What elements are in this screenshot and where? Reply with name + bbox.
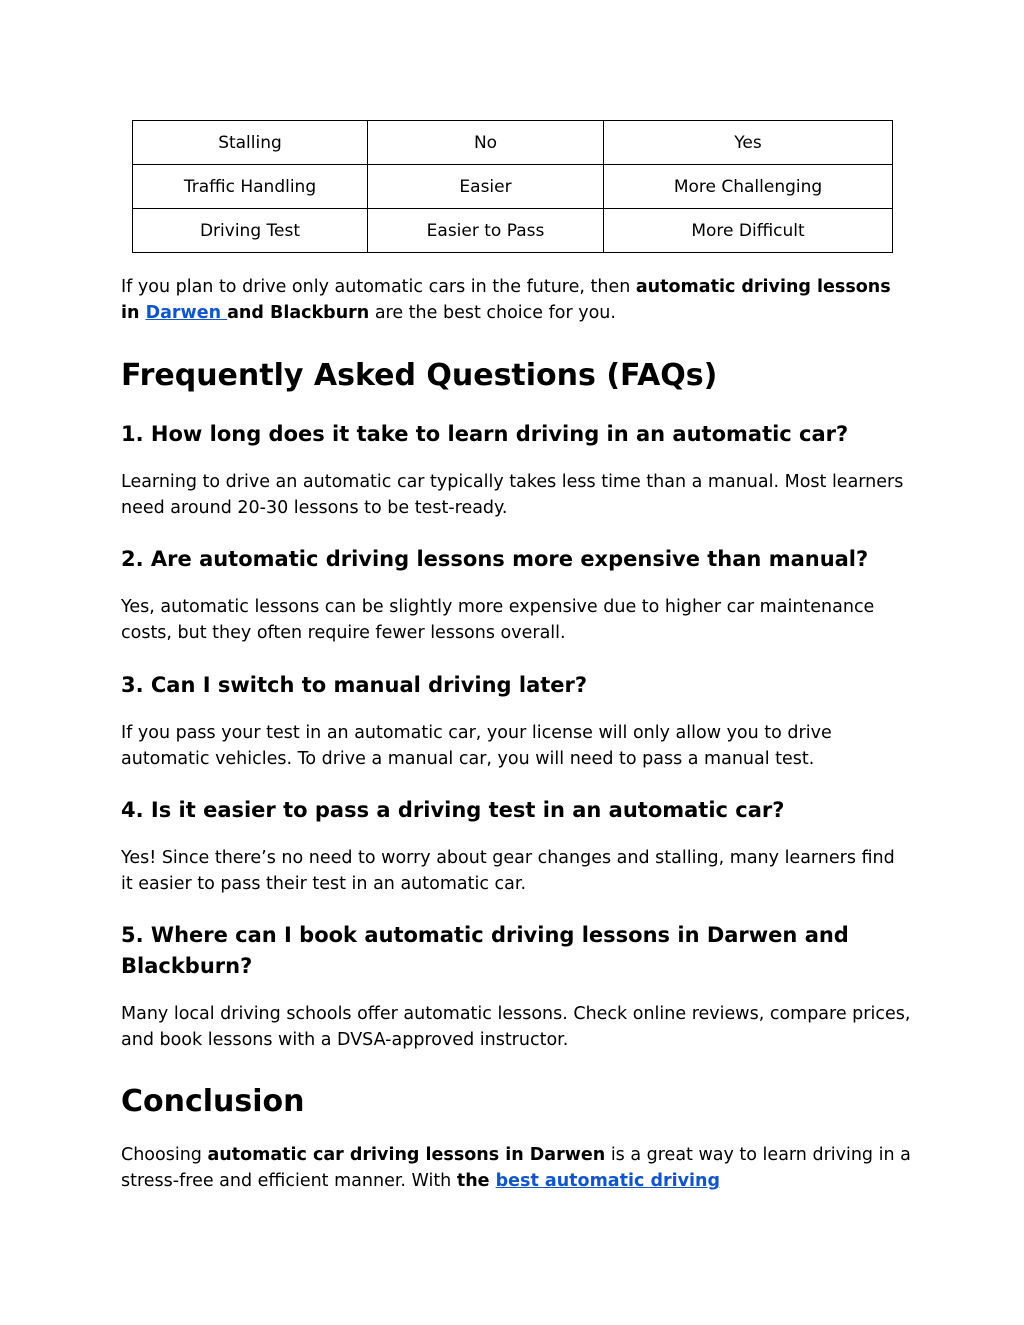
table-cell: Yes: [604, 121, 893, 165]
faq-question: 5. Where can I book automatic driving lessons in Darwen and Blackburn?: [121, 923, 849, 978]
table-cell: Stalling: [133, 121, 368, 165]
faq-question: 1. How long does it take to learn driving in an automatic car?: [121, 422, 849, 446]
faq-question: 2. Are automatic driving lessons more expensive than manual?: [121, 547, 869, 571]
conclusion-heading-block: [121, 1084, 911, 1120]
comparison-table: [132, 120, 893, 253]
faq-question-5: [121, 920, 901, 982]
faq-heading-block: [121, 358, 911, 394]
conclusion-text: Choosing: [121, 1145, 208, 1165]
conclusion-bold-2: the: [456, 1171, 496, 1191]
intro-text-2: are the best choice for you.: [369, 303, 616, 323]
intro-paragraph: [121, 274, 911, 326]
faq-answer-1: [121, 469, 911, 521]
conclusion-bold: automatic car driving lessons in Darwen: [207, 1145, 606, 1165]
faq-heading: Frequently Asked Questions (FAQs): [121, 358, 718, 393]
faq-answer: Yes, automatic lessons can be slightly more expensive due to higher car maintenance costs, but they often require fewer lessons overall.: [121, 597, 875, 643]
table-cell: More Difficult: [604, 209, 893, 253]
faq-question-2: [121, 544, 911, 575]
faq-answer-5: [121, 1001, 911, 1053]
conclusion-paragraph: [121, 1142, 911, 1194]
table-cell: Traffic Handling: [133, 165, 368, 209]
table-row: [133, 165, 893, 209]
table-cell: No: [368, 121, 604, 165]
faq-question: 3. Can I switch to manual driving later?: [121, 673, 588, 697]
table-cell: Easier: [368, 165, 604, 209]
intro-bold-2: and Blackburn: [227, 303, 370, 323]
faq-answer-4: [121, 845, 911, 897]
faq-question: 4. Is it easier to pass a driving test in an automatic car?: [121, 798, 785, 822]
faq-answer: Learning to drive an automatic car typically takes less time than a manual. Most learners need around 20-30 lessons to be test-ready.: [121, 472, 904, 518]
faq-question-1: [121, 419, 911, 450]
table-cell: More Challenging: [604, 165, 893, 209]
faq-answer: Many local driving schools offer automatic lessons. Check online reviews, compare prices, and book lessons with a DVSA-approved instructor.: [121, 1004, 911, 1050]
faq-question-3: [121, 670, 911, 701]
conclusion-text-2: is a great way to learn driving in a stress-free and efficient manner. With: [121, 1145, 911, 1191]
intro-text: If you plan to drive only automatic cars in the future, then: [121, 277, 636, 297]
faq-answer-3: [121, 720, 911, 772]
darwen-link[interactable]: Darwen: [145, 303, 228, 323]
faq-answer: If you pass your test in an automatic car, your license will only allow you to drive automatic vehicles. To drive a manual car, you will need to pass a manual test.: [121, 723, 832, 769]
intro-bold: automatic driving lessons in: [121, 277, 891, 323]
table-row: [133, 121, 893, 165]
faq-answer-2: [121, 594, 911, 646]
best-automatic-driving-link[interactable]: best automatic driving: [495, 1171, 720, 1191]
faq-answer: Yes! Since there’s no need to worry about gear changes and stalling, many learners find it easier to pass their test in an automatic car.: [121, 848, 895, 894]
table-cell: Easier to Pass: [368, 209, 604, 253]
faq-question-4: [121, 795, 911, 826]
table-row: [133, 209, 893, 253]
table-cell: Driving Test: [133, 209, 368, 253]
conclusion-heading: Conclusion: [121, 1084, 305, 1119]
